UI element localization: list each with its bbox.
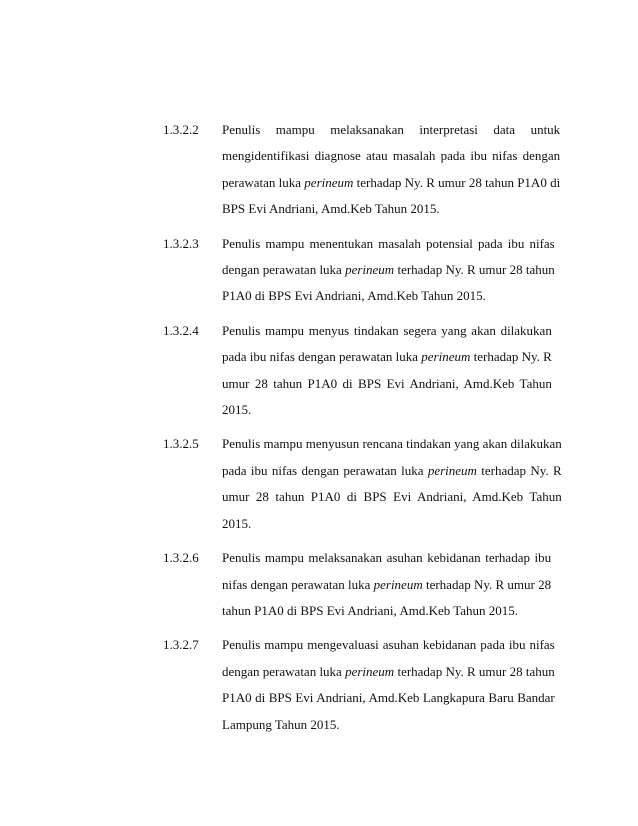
item-text [222, 431, 562, 537]
text-line [222, 318, 552, 344]
text-segment: Penulis mampu menyusun rencana tindakan yang akan dilakukan [222, 436, 562, 452]
item-text [222, 117, 560, 223]
text-segment: pada ibu nifas dengan perawatan luka [222, 349, 422, 365]
text-segment: dengan perawatan luka [222, 262, 346, 278]
text-line [222, 371, 552, 397]
text-segment: terhadap Ny. R umur 28 tahun [394, 663, 555, 679]
text-line [222, 397, 552, 423]
text-line [222, 196, 560, 222]
list-item [163, 318, 552, 424]
italic-term: perineum [427, 462, 477, 478]
text-line [222, 170, 560, 196]
text-segment: Lampung Tahun 2015. [222, 716, 340, 732]
text-segment: pada ibu nifas dengan perawatan luka [222, 462, 428, 478]
text-line [222, 344, 552, 370]
text-line [222, 143, 560, 169]
item-text [222, 318, 552, 424]
text-segment: terhadap Ny. R [470, 349, 552, 365]
text-line [222, 511, 562, 537]
text-line [222, 598, 551, 624]
text-line [222, 484, 562, 510]
item-text [222, 632, 555, 738]
item-text [222, 545, 551, 624]
list-item [163, 431, 562, 537]
item-text [222, 231, 555, 310]
text-line [222, 257, 555, 283]
text-segment: terhadap Ny. R [476, 462, 562, 478]
item-number: 1.3.2.6 [163, 550, 199, 566]
text-segment: P1A0 di BPS Evi Andriani, Amd.Keb Tahun 2015. [222, 288, 486, 304]
text-line [222, 685, 555, 711]
text-segment: Penulis mampu melaksanakan interpretasi data untuk [222, 122, 561, 137]
numbered-list [163, 117, 562, 746]
item-number: 1.3.2.2 [163, 122, 199, 137]
text-segment: tahun P1A0 di BPS Evi Andriani, Amd.Keb Tahun 2015. [222, 602, 519, 618]
text-segment: BPS Evi Andriani, Amd.Keb Tahun 2015. [222, 201, 440, 217]
italic-term: perineum [345, 663, 395, 679]
text-line [222, 712, 555, 738]
italic-term: perineum [345, 262, 395, 278]
text-segment: Penulis mampu menyus tindakan segera yang akan dilakukan [222, 322, 552, 338]
text-line [222, 632, 555, 658]
text-segment: terhadap Ny. R umur 28 tahun P1A0 di [353, 174, 561, 190]
text-line [222, 572, 551, 598]
text-segment: Penulis mampu melaksanakan asuhan kebidanan terhadap ibu [222, 550, 552, 566]
text-segment: umur 28 tahun P1A0 di BPS Evi Andriani, Amd.Keb Tahun [222, 489, 562, 505]
text-line [222, 283, 555, 309]
item-number: 1.3.2.4 [163, 322, 199, 338]
text-line [222, 545, 551, 571]
italic-term: perineum [373, 576, 423, 592]
text-line [222, 117, 560, 143]
text-segment: perawatan luka [222, 174, 305, 190]
text-segment: umur 28 tahun P1A0 di BPS Evi Andriani, Amd.Keb Tahun [222, 375, 552, 391]
text-line [222, 458, 562, 484]
text-segment: mengidentifikasi diagnose atau masalah pada ibu nifas dengan [222, 148, 561, 164]
text-line [222, 659, 555, 685]
text-segment: Penulis mampu mengevaluasi asuhan kebidanan pada ibu nifas [222, 637, 555, 653]
text-segment: Penulis mampu menentukan masalah potensial pada ibu nifas [222, 235, 555, 251]
text-segment: dengan perawatan luka [222, 663, 346, 679]
item-number: 1.3.2.7 [163, 637, 199, 653]
item-number: 1.3.2.3 [163, 235, 199, 251]
list-item [163, 545, 552, 624]
text-segment: terhadap Ny. R umur 28 tahun [394, 262, 555, 278]
item-number: 1.3.2.5 [163, 436, 199, 452]
list-item [163, 117, 561, 223]
italic-term: perineum [421, 349, 471, 365]
text-segment: nifas dengan perawatan luka [222, 576, 374, 592]
text-line [222, 231, 555, 257]
text-segment: 2015. [222, 515, 252, 531]
text-segment: 2015. [222, 402, 252, 418]
text-segment: P1A0 di BPS Evi Andriani, Amd.Keb Langkapura Baru Bandar [222, 690, 555, 706]
list-item [163, 231, 555, 310]
list-item [163, 632, 555, 738]
italic-term: perineum [304, 174, 354, 190]
text-segment: terhadap Ny. R umur 28 [422, 576, 552, 592]
text-line [222, 431, 562, 457]
